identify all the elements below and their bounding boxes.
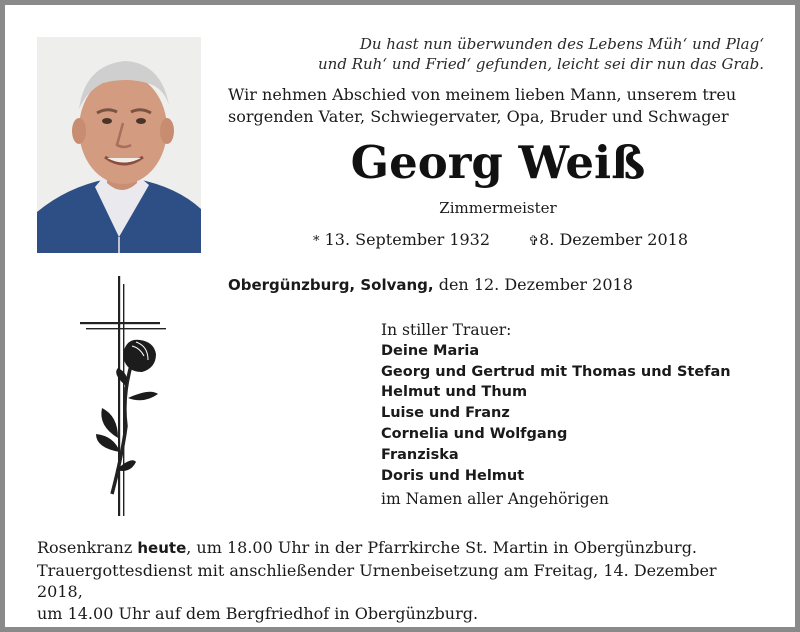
quote-line: und Ruh‘ und Fried‘ gefunden, leicht sei dir nun das Grab.	[318, 55, 764, 73]
birth-star-icon: *	[313, 234, 320, 249]
mourner-name: Luise und Franz	[381, 405, 510, 422]
death-cross-icon: ✞	[528, 234, 540, 249]
notice-date: den 12. Dezember 2018	[438, 275, 633, 294]
intro-text	[228, 84, 768, 128]
intro-line: sorgenden Vater, Schwiegervater, Opa, Bruder und Schwager	[228, 107, 729, 126]
deceased-profession: Zimmermeister	[439, 199, 557, 217]
place: Obergünzburg, Solvang,	[228, 276, 434, 294]
rosary-prefix: Rosenkranz	[37, 538, 133, 557]
mourner-name: Doris und Helmut	[381, 467, 525, 484]
place-and-date	[228, 274, 633, 296]
birth-date: 13. September 1932	[324, 230, 491, 249]
mourner-name: Georg und Gertrud mit Thomas und Stefan	[381, 363, 731, 380]
rosary-emphasis: heute	[137, 539, 187, 557]
rosary-rest: , um 18.00 Uhr in der Pfarrkirche St. Martin in Obergünzburg.	[186, 538, 698, 557]
mourner-name: Cornelia und Wolfgang	[381, 425, 568, 442]
mourner-name: Deine Maria	[381, 342, 480, 359]
mourners-heading: In stiller Trauer:	[381, 321, 512, 339]
rosary-line	[37, 537, 767, 560]
mourners-list	[381, 320, 771, 510]
funeral-line: um 14.00 Uhr auf dem Bergfriedhof in Obergünzburg.	[37, 603, 479, 623]
funeral-line: Trauergottesdienst mit anschließender Urnenbeisetzung am Freitag, 14. Dezember 2018,	[37, 560, 717, 601]
portrait-photo	[37, 37, 201, 253]
intro-line: Wir nehmen Abschied von meinem lieben Mann, unserem treu	[228, 85, 737, 104]
quote-line: Du hast nun überwunden des Lebens Müh‘ und Plag‘	[359, 35, 764, 53]
death-date: 8. Dezember 2018	[539, 230, 689, 249]
mourner-name: Helmut und Thum	[381, 384, 528, 401]
mourner-name: Franziska	[381, 446, 459, 463]
memorial-quote	[204, 34, 764, 74]
life-dates	[313, 229, 688, 253]
deceased-name: Georg Weiß	[350, 136, 646, 189]
cross-with-rose-icon	[78, 276, 168, 520]
service-details	[37, 537, 767, 624]
mourners-closing: im Namen aller Angehörigen	[381, 490, 609, 509]
